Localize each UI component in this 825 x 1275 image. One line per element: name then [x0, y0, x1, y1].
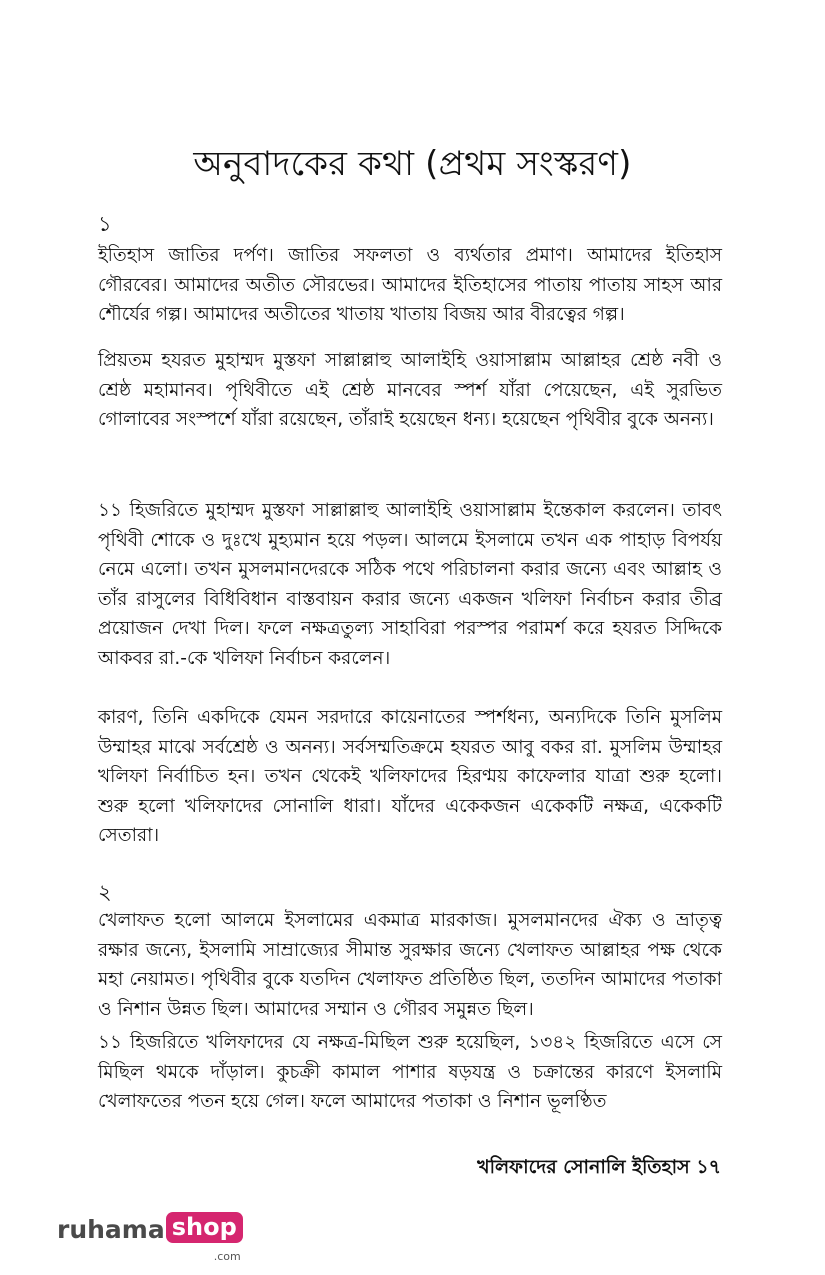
paragraph-6 [98, 1028, 722, 1117]
paragraph-text: খেলাফত হলো আলমে ইসলামের একমাত্র মারকাজ। মুসলমানদের ঐক্য ও ভ্রাতৃত্ব রক্ষার জন্যে, ইসলামি সাম্রাজ্যের সীমান্ত সুরক্ষার জন্যে খেলাফত আল্লাহর পক্ষ থেকে মহা নেয়ামত। পৃথিবীর বুকে যতদিন খেলাফত প্রতিষ্ঠিত ছিল, ততদিন আমাদের পতাকা ও নিশান উন্নত ছিল। আমাদের সম্মান ও গৌরব সমুন্নত ছিল। [98, 910, 722, 1020]
paragraph-1 [98, 241, 722, 330]
logo-box [166, 1212, 243, 1263]
logo-tld: .com [213, 1250, 241, 1263]
section-number-2: ২ [98, 880, 112, 904]
page-footer: খলিফাদের সোনালি ইতিহাস ১৭ [477, 1156, 721, 1178]
ruhamashop-logo [57, 1212, 243, 1263]
paragraph-text: ১১ হিজরিতে মুহাম্মদ মুস্তফা সাল্লাল্লাহু আলাইহি ওয়াসাল্লাম ইন্তেকাল করলেন। তাবৎ পৃথিবী শোকে ও দুঃখে মুহ্যমান হয়ে পড়ল। আলমে ইসলামে তখন এক পাহাড় বিপর্যয় নেমে এলো। তখন মুসলমানদেরকে সঠিক পথে পরিচালনা করার জন্যে এবং আল্লাহ ও তাঁর রাসুলের বিধিবিধান বাস্তবায়ন করার জন্যে একজন খলিফা নির্বাচন করার তীব্র প্রয়োজন দেখা দিল। ফলে নক্ষত্রতুল্য সাহাবিরা পরস্পর পরামর্শ করে হযরত সিদ্দিকে আকবর রা.-কে খলিফা নির্বাচন করলেন। [98, 500, 722, 669]
paragraph-text: প্রিয়তম হযরত মুহাম্মদ মুস্তফা সাল্লাল্লাহু আলাইহি ওয়াসাল্লাম আল্লাহর শ্রেষ্ঠ নবী ও শ্রেষ্ঠ মহামানব। পৃথিবীতে এই শ্রেষ্ঠ মানবের স্পর্শ যাঁরা পেয়েছেন, এই সুরভিত গোলাবের সংস্পর্শে যাঁরা রয়েছেন, তাঁরাই হয়েছেন ধন্য। হয়েছেন পৃথিবীর বুকে অনন্য। [98, 350, 722, 430]
section-number-1: ১ [98, 212, 112, 236]
paragraph-text: ইতিহাস জাতির দর্পণ। জাতির সফলতা ও ব্যর্থতার প্রমাণ। আমাদের ইতিহাস গৌরবের। আমাদের অতীত সৌরভের। আমাদের ইতিহাসের পাতায় পাতায় সাহস আর শৌর্যের গল্প। আমাদের অতীতের খাতায় খাতায় বিজয় আর বীরত্বের গল্প। [98, 245, 722, 325]
page-title: অনুবাদকের কথা (প্রথম সংস্করণ) [193, 144, 632, 184]
logo-word: ruhama [57, 1215, 165, 1244]
logo-box-word: shop [171, 1213, 237, 1241]
paragraph-2 [98, 346, 722, 435]
paragraph-4 [98, 703, 722, 851]
paragraph-5 [98, 906, 722, 1024]
paragraph-text: কারণ, তিনি একদিকে যেমন সরদারে কায়েনাতের স্পর্শধন্য, অন্যদিকে তিনি মুসলিম উম্মাহর মাঝে সর্বশ্রেষ্ঠ ও অনন্য। সর্বসম্মতিক্রমে হযরত আবু বকর রা. মুসলিম উম্মাহর খলিফা নির্বাচিত হন। তখন থেকেই খলিফাদের হিরণ্ময় কাফেলার যাত্রা শুরু হলো। শুরু হলো খলিফাদের সোনালি ধারা। যাঁদের একেকজন একেকটি নক্ষত্র, একেকটি সেতারা। [98, 707, 722, 846]
paragraph-text: ১১ হিজরিতে খলিফাদের যে নক্ষত্র-মিছিল শুরু হয়েছিল, ১৩৪২ হিজরিতে এসে সে মিছিল থমকে দাঁড়াল। কুচক্রী কামাল পাশার ষড়যন্ত্র ও চক্রান্তের কারণে ইসলামি খেলাফতের পতন হয়ে গেল। ফলে আমাদের পতাকা ও নিশান ভূলণ্ঠিত [98, 1032, 722, 1112]
paragraph-3 [98, 496, 722, 673]
